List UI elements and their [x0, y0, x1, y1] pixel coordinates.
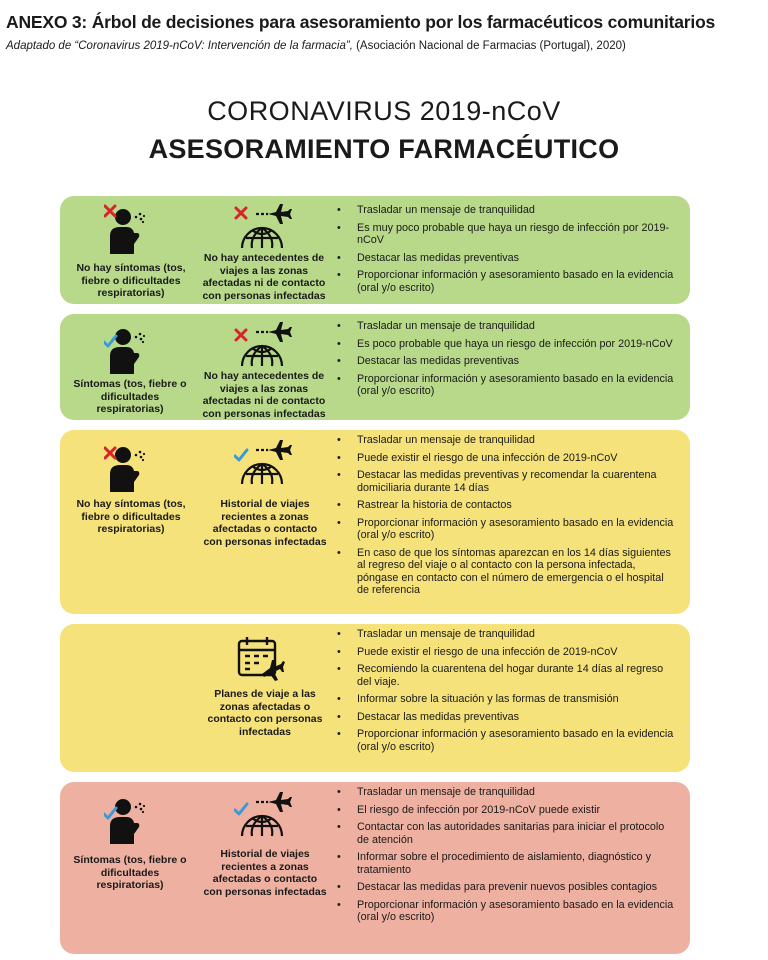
decision-card-3: [60, 430, 690, 614]
symptom-label: No hay síntomas (tos, fiebre o dificultades respiratorias): [76, 262, 186, 299]
annex-title: ANEXO 3: Árbol de decisiones para asesoramiento por los farmacéuticos comunitarios: [6, 12, 716, 32]
symptom-label: Síntomas (tos, fiebre o dificultades respiratorias): [73, 378, 187, 415]
advice-item: • Puede existir el riesgo de una infección de 2019-nCoV: [335, 452, 675, 465]
decision-card-1: [60, 196, 690, 304]
poster-subtitle: ASESORAMIENTO FARMACÉUTICO: [148, 134, 620, 164]
advice-item: • Trasladar un mensaje de tranquilidad: [335, 786, 675, 799]
advice-item: • Destacar las medidas para prevenir nuevos posibles contagios: [335, 881, 675, 894]
symptom-label: No hay síntomas (tos, fiebre o dificultades respiratorias): [76, 498, 186, 535]
advice-item: • Proporcionar información y asesoramiento basado en la evidencia (oral y/o escrito): [335, 899, 675, 924]
advice-item: • Informar sobre la situación y las formas de transmisión: [335, 693, 675, 706]
person-coughing-icon: [104, 792, 152, 848]
advice-item: • Es muy poco probable que haya un riesgo de infección por 2019-nCoV: [335, 222, 675, 247]
advice-item: • Destacar las medidas preventivas: [335, 252, 675, 265]
advice-item: • Trasladar un mensaje de tranquilidad: [335, 628, 675, 641]
source-rest: (Asociación Nacional de Farmacias (Portugal), 2020): [352, 40, 626, 52]
advice-item: • Destacar las medidas preventivas: [335, 711, 675, 724]
advice-item: • Rastrear la historia de contactos: [335, 499, 675, 512]
advice-item: • El riesgo de infección por 2019-nCoV puede existir: [335, 804, 675, 817]
person-coughing-icon: [104, 440, 152, 496]
travel-label: No hay antecedentes de viajes a las zonas afectadas ni de contacto con personas infectadas: [202, 370, 326, 420]
advice-item: • Destacar las medidas preventivas y recomendar la cuarentena domiciliaria durante 14 días: [335, 469, 675, 494]
travel-label: Historial de viajes recientes a zonas afectadas o contacto con personas infectadas: [203, 498, 327, 548]
advice-item: • Proporcionar información y asesoramiento basado en la evidencia (oral y/o escrito): [335, 728, 675, 753]
advice-item: • Contactar con las autoridades sanitarias para iniciar el protocolo de atención: [335, 821, 675, 846]
advice-item: • Proporcionar información y asesoramiento basado en la evidencia (oral y/o escrito): [335, 373, 675, 398]
advice-list: [335, 434, 675, 602]
globe-plane-icon: [234, 320, 294, 372]
poster-title: CORONAVIRUS 2019-nCoV: [207, 96, 561, 126]
advice-list: [335, 786, 675, 929]
advice-item: • Proporcionar información y asesoramiento basado en la evidencia (oral y/o escrito): [335, 269, 675, 294]
travel-label: Historial de viajes recientes a zonas afectadas o contacto con personas infectadas: [203, 848, 327, 898]
person-coughing-icon: [104, 202, 152, 258]
travel-label: No hay antecedentes de viajes a las zonas afectadas ni de contacto con personas infectadas: [202, 252, 326, 302]
person-coughing-icon: [104, 322, 152, 378]
source-line: [6, 40, 626, 52]
globe-plane-icon: [234, 790, 294, 842]
globe-plane-icon: [234, 438, 294, 490]
advice-list: [335, 320, 675, 403]
advice-item: • Trasladar un mensaje de tranquilidad: [335, 204, 675, 217]
advice-item: • Recomiendo la cuarentena del hogar durante 14 días al regreso del viaje.: [335, 663, 675, 688]
advice-item: • Es poco probable que haya un riesgo de infección por 2019-nCoV: [335, 338, 675, 351]
advice-item: • Destacar las medidas preventivas: [335, 355, 675, 368]
calendar-plane-icon: [236, 634, 288, 686]
decision-card-2: [60, 314, 690, 420]
advice-item: • En caso de que los síntomas aparezcan en los 14 días siguientes al regreso del viaje o al contacto con la persona infectada, póngase en contacto con el número de emergencia o el hospital de referencia: [335, 547, 675, 597]
advice-item: • Trasladar un mensaje de tranquilidad: [335, 320, 675, 333]
advice-item: • Puede existir el riesgo de una infección de 2019-nCoV: [335, 646, 675, 659]
advice-item: • Proporcionar información y asesoramiento basado en la evidencia (oral y/o escrito): [335, 517, 675, 542]
advice-list: [335, 204, 675, 299]
source-italic: Adaptado de “Coronavirus 2019-nCoV: Intervención de la farmacia”,: [6, 40, 353, 52]
symptom-label: Síntomas (tos, fiebre o dificultades respiratorias): [73, 854, 187, 891]
advice-list: [335, 628, 675, 758]
globe-plane-icon: [234, 202, 294, 254]
decision-card-4: [60, 624, 690, 772]
decision-card-5: [60, 782, 690, 954]
travel-label: Planes de viaje a las zonas afectadas o contacto con personas infectadas: [207, 688, 323, 738]
advice-item: • Trasladar un mensaje de tranquilidad: [335, 434, 675, 447]
advice-item: • Informar sobre el procedimiento de aislamiento, diagnóstico y tratamiento: [335, 851, 675, 876]
